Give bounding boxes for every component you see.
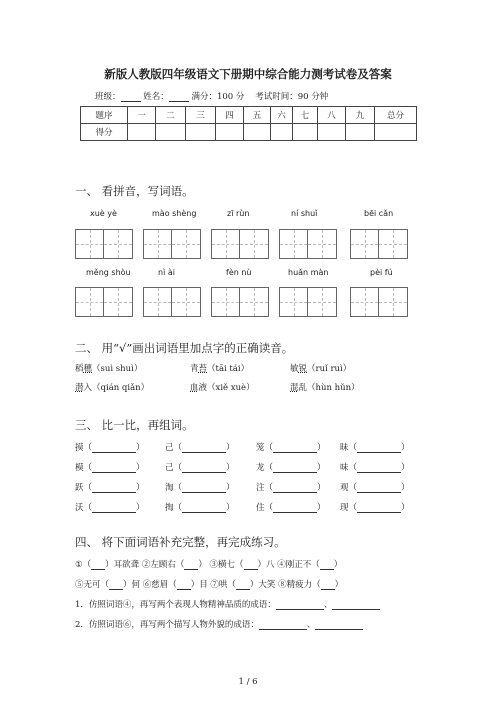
idiom-blank[interactable] <box>244 560 258 570</box>
compare-item: 观（ ） <box>340 483 410 493</box>
name-blank[interactable] <box>169 92 189 102</box>
word-blank[interactable] <box>92 503 136 513</box>
score-value-row <box>81 124 417 141</box>
score-header-row <box>81 107 417 124</box>
answer-blank[interactable] <box>332 600 380 610</box>
compare-item: 味（ ） <box>340 463 410 473</box>
word-blank[interactable] <box>273 503 317 513</box>
class-label: 班级： <box>95 92 121 102</box>
idiom-blank[interactable] <box>321 580 335 590</box>
word-blank[interactable] <box>273 483 317 493</box>
idiom-blank[interactable] <box>320 560 334 570</box>
pinyin: ní shuǐ <box>291 209 318 218</box>
compare-item: 掏（ ） <box>165 503 235 513</box>
header-cell: 四 <box>216 107 244 124</box>
full-score: 满分：100 分 <box>191 92 245 102</box>
score-cell[interactable] <box>293 124 318 141</box>
idiom-blank[interactable] <box>236 580 250 590</box>
word-blank[interactable] <box>92 483 136 493</box>
exam-info <box>95 90 328 102</box>
section-3-heading: 三、 比一比，再组词。 <box>75 418 194 432</box>
writing-grid[interactable] <box>279 229 337 259</box>
score-cell[interactable] <box>186 124 216 141</box>
writing-grid[interactable] <box>350 287 408 317</box>
name-label: 姓名： <box>143 92 169 102</box>
pinyin: zī rùn <box>227 209 250 218</box>
page-number: 1 / 6 <box>238 677 258 687</box>
section-4-heading: 四、 将下面词语补充完整，再完成练习。 <box>75 535 286 549</box>
pinyin: mào shèng <box>152 209 197 218</box>
header-cell: 一 <box>128 107 156 124</box>
pinyin: měng shòu <box>86 268 131 277</box>
pinyin: bēi cǎn <box>364 209 394 218</box>
score-cell[interactable] <box>216 124 244 141</box>
pinyin: huǎn màn <box>288 268 329 277</box>
compare-item: 模（ ） <box>75 463 145 473</box>
header-cell: 五 <box>244 107 271 124</box>
word-blank[interactable] <box>357 463 401 473</box>
score-cell[interactable] <box>318 124 346 141</box>
word-blank[interactable] <box>182 463 226 473</box>
question-1: 1．仿照词语④，再写两个表现人物精神品质的成语： 、 <box>75 598 380 610</box>
writing-grid[interactable] <box>350 229 408 259</box>
compare-item: 淘（ ） <box>165 483 235 493</box>
writing-grid[interactable] <box>211 229 269 259</box>
score-table <box>80 106 417 141</box>
score-cell[interactable] <box>271 124 293 141</box>
section-1-heading: 一、 看拼音，写词语。 <box>75 184 194 198</box>
word-blank[interactable] <box>182 443 226 453</box>
page-title: 新版人教版四年级语文下册期中综合能力测考试卷及答案 <box>104 67 392 81</box>
writing-grid[interactable] <box>211 287 269 317</box>
word-blank[interactable] <box>357 503 401 513</box>
header-cell: 九 <box>346 107 375 124</box>
idiom-line-1: ①（ ）耳欲聋 ②左顾右（ ） ③横七（ ）八 ④刚正不（ ） <box>75 560 343 570</box>
row-label: 得分 <box>81 124 128 141</box>
class-blank[interactable] <box>121 92 141 102</box>
score-cell[interactable] <box>156 124 186 141</box>
pinyin: xuè yè <box>90 209 117 218</box>
compare-item: 摸（ ） <box>75 443 145 453</box>
idiom-line-2: ⑤无可（ ）何 ⑥慈眉（ ）目 ⑦哄（ ）大笑 ⑧精疲力（ ） <box>75 580 344 590</box>
header-cell: 题序 <box>81 107 128 124</box>
pronunciation-item: 稻穗（suì shuì） <box>75 364 143 374</box>
compare-item: 住（ ） <box>256 503 326 513</box>
score-cell[interactable] <box>346 124 375 141</box>
word-blank[interactable] <box>273 463 317 473</box>
pronunciation-item: 潜入（qián qiǎn） <box>75 383 150 393</box>
pinyin: nì ài <box>158 268 175 277</box>
answer-blank[interactable] <box>276 600 324 610</box>
word-blank[interactable] <box>92 443 136 453</box>
pronunciation-item: 青苔（tāi tái） <box>190 364 250 374</box>
pinyin: pèi fú <box>370 268 393 277</box>
word-blank[interactable] <box>357 483 401 493</box>
compare-item: 沃（ ） <box>75 503 145 513</box>
idiom-blank[interactable] <box>109 580 123 590</box>
compare-item: 现（ ） <box>340 503 410 513</box>
word-blank[interactable] <box>357 443 401 453</box>
answer-blank[interactable] <box>315 620 363 630</box>
pinyin: fèn nù <box>226 268 252 277</box>
pronunciation-item: 混乱（hùn hǔn） <box>290 383 360 393</box>
writing-grid[interactable] <box>75 229 133 259</box>
writing-grid[interactable] <box>75 287 133 317</box>
compare-item: 注（ ） <box>256 483 326 493</box>
idiom-blank[interactable] <box>91 560 105 570</box>
idiom-blank[interactable] <box>177 580 191 590</box>
writing-grid[interactable] <box>143 287 201 317</box>
compare-item: 笼（ ） <box>256 443 326 453</box>
compare-item: 己（ ） <box>165 463 235 473</box>
pronunciation-item: 敏锐（ruǐ ruì） <box>290 364 352 374</box>
header-cell: 七 <box>293 107 318 124</box>
compare-item: 己（ ） <box>165 443 235 453</box>
header-cell: 总分 <box>375 107 417 124</box>
score-cell[interactable] <box>375 124 417 141</box>
score-cell[interactable] <box>244 124 271 141</box>
score-cell[interactable] <box>128 124 156 141</box>
header-cell: 二 <box>156 107 186 124</box>
word-blank[interactable] <box>182 483 226 493</box>
writing-grid[interactable] <box>143 229 201 259</box>
header-cell: 八 <box>318 107 346 124</box>
writing-grid[interactable] <box>279 287 337 317</box>
compare-item: 龙（ ） <box>256 463 326 473</box>
word-blank[interactable] <box>273 443 317 453</box>
section-2-heading: 二、 用“√”画出词语里加点字的正确读音。 <box>75 341 294 355</box>
exam-time: 考试时间：90 分钟 <box>255 92 329 102</box>
idiom-blank[interactable] <box>184 560 198 570</box>
compare-item: 跃（ ） <box>75 483 145 493</box>
header-cell: 六 <box>271 107 293 124</box>
word-blank[interactable] <box>92 463 136 473</box>
compare-item: 昧（ ） <box>340 443 410 453</box>
header-cell: 三 <box>186 107 216 124</box>
answer-blank[interactable] <box>259 620 307 630</box>
question-2: 2．仿照词语⑥，再写两个描写人物外貌的成语： 、 <box>75 618 363 630</box>
word-blank[interactable] <box>182 503 226 513</box>
pronunciation-item: 血液（xiě xuè） <box>190 383 255 393</box>
